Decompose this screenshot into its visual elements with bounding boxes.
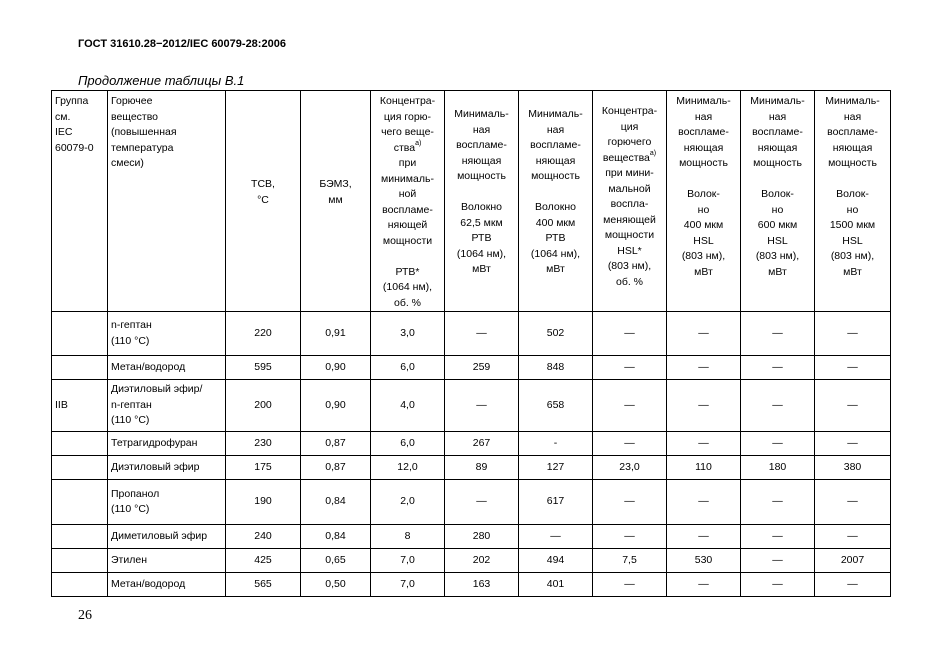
cell-min_400_rtv bbox=[519, 456, 593, 480]
cell-value: 240 bbox=[254, 529, 272, 542]
cell-value: 12,0 bbox=[397, 460, 418, 473]
cell-conc_rtv bbox=[371, 573, 445, 597]
cell-value: 89 bbox=[475, 460, 488, 473]
cell-value: — bbox=[847, 360, 858, 373]
cell-min_62 bbox=[445, 525, 519, 549]
cell-substance bbox=[108, 380, 226, 432]
cell-value: 3,0 bbox=[400, 326, 415, 339]
cell-value: — bbox=[847, 529, 858, 542]
cell-min_600_hsl bbox=[741, 549, 815, 573]
header-group: Группа см. IEC 60079-0 bbox=[52, 91, 108, 312]
cell-value: 0,87 bbox=[325, 436, 346, 449]
header-min-power-62: Минималь- ная воспламе- няющая мощность Волокно 62,5 мкм РТВ (1064 нм), мВт bbox=[445, 91, 519, 312]
table-continuation-caption: Продолжение таблицы В.1 bbox=[78, 73, 245, 88]
cell-conc_rtv bbox=[371, 432, 445, 456]
cell-min_62 bbox=[445, 432, 519, 456]
cell-conc_hsl bbox=[593, 480, 667, 525]
cell-bemz bbox=[301, 456, 371, 480]
header-conc-rtv: Концентра- ция горю- чего веще- ства$^{а)}$ при минималь- ной воспламе- няющей мощности РТВ* (1064 нм), об. % bbox=[371, 91, 445, 312]
cell-substance bbox=[108, 356, 226, 380]
cell-value: Пропанол (110 °С) bbox=[111, 487, 160, 515]
cell-value: 280 bbox=[472, 529, 491, 542]
cell-min_400_rtv bbox=[519, 432, 593, 456]
table-header-row bbox=[52, 91, 891, 312]
cell-value: 380 bbox=[843, 460, 862, 473]
cell-bemz bbox=[301, 312, 371, 356]
cell-value: — bbox=[624, 495, 635, 508]
cell-conc_hsl bbox=[593, 525, 667, 549]
cell-value: — bbox=[847, 436, 858, 449]
cell-tsv bbox=[226, 456, 301, 480]
cell-min_400_rtv bbox=[519, 380, 593, 432]
cell-min_62 bbox=[445, 456, 519, 480]
cell-value: 530 bbox=[694, 553, 713, 566]
cell-min_400_rtv bbox=[519, 549, 593, 573]
cell-value: — bbox=[624, 577, 635, 590]
header-substance: Горючее вещество (повышенная температура смеси) bbox=[108, 91, 226, 312]
cell-min_400_rtv bbox=[519, 525, 593, 549]
cell-group bbox=[52, 525, 108, 549]
cell-bemz bbox=[301, 356, 371, 380]
cell-min_1500_hsl bbox=[815, 432, 891, 456]
cell-conc_hsl bbox=[593, 456, 667, 480]
cell-tsv bbox=[226, 432, 301, 456]
cell-value: 200 bbox=[254, 398, 272, 411]
cell-min_600_hsl bbox=[741, 312, 815, 356]
cell-tsv bbox=[226, 480, 301, 525]
cell-value: — bbox=[698, 326, 709, 339]
cell-min_1500_hsl bbox=[815, 525, 891, 549]
cell-value: 658 bbox=[546, 398, 565, 411]
cell-min_1500_hsl bbox=[815, 456, 891, 480]
cell-bemz bbox=[301, 549, 371, 573]
cell-min_1500_hsl bbox=[815, 312, 891, 356]
cell-value: 7,0 bbox=[400, 553, 415, 566]
cell-min_600_hsl bbox=[741, 480, 815, 525]
cell-min_400_hsl bbox=[667, 525, 741, 549]
cell-substance bbox=[108, 573, 226, 597]
cell-value: 23,0 bbox=[619, 460, 640, 473]
cell-value: — bbox=[772, 553, 783, 566]
cell-min_62 bbox=[445, 549, 519, 573]
cell-value: 0,91 bbox=[325, 326, 346, 339]
header-min-power-600-hsl: Минималь- ная воспламе- няющая мощность Волок- но 600 мкм HSL (803 нм), мВт bbox=[741, 91, 815, 312]
cell-value: 617 bbox=[546, 495, 565, 508]
cell-value: 6,0 bbox=[400, 436, 415, 449]
cell-value: — bbox=[698, 529, 709, 542]
cell-conc_rtv bbox=[371, 480, 445, 525]
cell-value: — bbox=[624, 529, 635, 542]
data-table bbox=[51, 90, 891, 597]
header-min-power-400-hsl: Минималь- ная воспламе- няющая мощность Волок- но 400 мкм HSL (803 нм), мВт bbox=[667, 91, 741, 312]
cell-conc_hsl bbox=[593, 380, 667, 432]
cell-value: — bbox=[476, 495, 487, 508]
cell-value: 163 bbox=[472, 577, 491, 590]
cell-value: 0,84 bbox=[325, 529, 346, 542]
cell-value: 2,0 bbox=[400, 495, 415, 508]
table-row bbox=[52, 456, 891, 480]
cell-conc_hsl bbox=[593, 356, 667, 380]
cell-value: 848 bbox=[546, 360, 565, 373]
cell-value: 190 bbox=[254, 495, 272, 508]
cell-value: 110 bbox=[695, 460, 712, 473]
cell-value: n-гептан (110 °С) bbox=[111, 319, 152, 347]
header-conc-hsl: Концентра- ция горючего вещества$^{а)}$ при мини- мальной воспла- меняющей мощности HSL* (803 нм), об. % bbox=[593, 91, 667, 312]
cell-value: Этилен bbox=[111, 553, 147, 566]
cell-value: 0,90 bbox=[325, 360, 346, 373]
cell-bemz bbox=[301, 432, 371, 456]
cell-min_400_rtv bbox=[519, 356, 593, 380]
cell-value: — bbox=[550, 529, 561, 542]
cell-tsv bbox=[226, 356, 301, 380]
cell-value: 595 bbox=[254, 360, 272, 373]
cell-conc_hsl bbox=[593, 312, 667, 356]
cell-value: — bbox=[624, 436, 635, 449]
cell-value: — bbox=[772, 360, 783, 373]
cell-value: 4,0 bbox=[400, 398, 415, 411]
cell-group bbox=[52, 456, 108, 480]
cell-value: Метан/водород bbox=[111, 360, 186, 373]
cell-min_1500_hsl bbox=[815, 549, 891, 573]
cell-min_62 bbox=[445, 312, 519, 356]
cell-value: 7,5 bbox=[622, 553, 637, 566]
cell-value: — bbox=[847, 398, 858, 411]
cell-value: 2007 bbox=[840, 553, 865, 566]
cell-value: — bbox=[476, 326, 487, 339]
cell-value: — bbox=[476, 398, 487, 411]
cell-min_62 bbox=[445, 356, 519, 380]
cell-min_1500_hsl bbox=[815, 573, 891, 597]
cell-value: 127 bbox=[546, 460, 565, 473]
cell-value: — bbox=[624, 326, 635, 339]
cell-value: 0,65 bbox=[325, 553, 346, 566]
cell-value: - bbox=[553, 436, 558, 449]
cell-group bbox=[52, 549, 108, 573]
cell-value: 259 bbox=[472, 360, 491, 373]
cell-min_400_hsl bbox=[667, 480, 741, 525]
cell-min_600_hsl bbox=[741, 380, 815, 432]
cell-tsv bbox=[226, 525, 301, 549]
cell-value: — bbox=[772, 436, 783, 449]
cell-substance bbox=[108, 312, 226, 356]
cell-value: — bbox=[698, 398, 709, 411]
cell-value: — bbox=[772, 529, 783, 542]
cell-value: 425 bbox=[254, 553, 272, 566]
cell-value: — bbox=[847, 495, 858, 508]
cell-min_400_rtv bbox=[519, 312, 593, 356]
cell-conc_rtv bbox=[371, 380, 445, 432]
cell-min_62 bbox=[445, 380, 519, 432]
cell-bemz bbox=[301, 525, 371, 549]
cell-min_400_hsl bbox=[667, 456, 741, 480]
cell-group bbox=[52, 573, 108, 597]
cell-value: — bbox=[847, 577, 858, 590]
cell-tsv bbox=[226, 549, 301, 573]
cell-tsv bbox=[226, 380, 301, 432]
header-bemz: БЭМЗ, мм bbox=[301, 91, 371, 312]
cell-min_62 bbox=[445, 480, 519, 525]
cell-min_62 bbox=[445, 573, 519, 597]
header-tsv: ТСВ, °С bbox=[226, 91, 301, 312]
cell-group bbox=[52, 380, 108, 432]
cell-min_1500_hsl bbox=[815, 356, 891, 380]
cell-min_400_hsl bbox=[667, 549, 741, 573]
cell-value: 565 bbox=[254, 577, 272, 590]
cell-value: IIB bbox=[55, 398, 68, 411]
cell-min_400_hsl bbox=[667, 312, 741, 356]
cell-value: 0,90 bbox=[325, 398, 346, 411]
page-number: 26 bbox=[78, 608, 92, 623]
cell-substance bbox=[108, 480, 226, 525]
cell-value: 230 bbox=[254, 436, 272, 449]
cell-substance bbox=[108, 549, 226, 573]
cell-value: 175 bbox=[254, 460, 272, 473]
cell-value: — bbox=[698, 436, 709, 449]
header-min-power-1500-hsl: Минималь- ная воспламе- няющая мощность Волок- но 1500 мкм HSL (803 нм), мВт bbox=[815, 91, 891, 312]
cell-conc_hsl bbox=[593, 573, 667, 597]
cell-value: — bbox=[847, 326, 858, 339]
cell-value: Метан/водород bbox=[111, 577, 186, 590]
cell-value: — bbox=[624, 360, 635, 373]
cell-value: 180 bbox=[768, 460, 787, 473]
cell-value: Тетрагидрофуран bbox=[111, 436, 198, 449]
cell-value: Диэтиловый эфир/ n-гептан (110 °С) bbox=[111, 383, 203, 427]
cell-min_400_rtv bbox=[519, 573, 593, 597]
cell-value: Диэтиловый эфир bbox=[111, 460, 200, 473]
cell-value: — bbox=[624, 398, 635, 411]
cell-value: — bbox=[698, 495, 709, 508]
cell-conc_rtv bbox=[371, 356, 445, 380]
cell-min_600_hsl bbox=[741, 456, 815, 480]
table-row bbox=[52, 312, 891, 356]
cell-min_600_hsl bbox=[741, 356, 815, 380]
cell-value: 6,0 bbox=[400, 360, 415, 373]
cell-min_600_hsl bbox=[741, 573, 815, 597]
cell-value: 494 bbox=[546, 553, 565, 566]
header-min-power-400-rtv: Минималь- ная воспламе- няющая мощность Волокно 400 мкм РТВ (1064 нм), мВт bbox=[519, 91, 593, 312]
cell-value: 0,84 bbox=[325, 495, 346, 508]
cell-tsv bbox=[226, 573, 301, 597]
cell-conc_hsl bbox=[593, 432, 667, 456]
cell-value: — bbox=[698, 360, 709, 373]
cell-value: 0,50 bbox=[325, 577, 346, 590]
table-row bbox=[52, 432, 891, 456]
cell-bemz bbox=[301, 380, 371, 432]
cell-substance bbox=[108, 432, 226, 456]
cell-group bbox=[52, 312, 108, 356]
cell-min_400_rtv bbox=[519, 480, 593, 525]
cell-value: 267 bbox=[472, 436, 491, 449]
cell-value: 220 bbox=[254, 326, 272, 339]
cell-value: — bbox=[772, 326, 783, 339]
cell-value: 8 bbox=[404, 529, 411, 542]
cell-min_1500_hsl bbox=[815, 480, 891, 525]
cell-value: — bbox=[772, 577, 783, 590]
table-row bbox=[52, 480, 891, 525]
cell-value: — bbox=[698, 577, 709, 590]
cell-tsv bbox=[226, 312, 301, 356]
table-row bbox=[52, 573, 891, 597]
cell-min_400_hsl bbox=[667, 380, 741, 432]
table-row bbox=[52, 380, 891, 432]
cell-value: 7,0 bbox=[400, 577, 415, 590]
cell-value: 401 bbox=[546, 577, 565, 590]
cell-group bbox=[52, 356, 108, 380]
cell-group bbox=[52, 480, 108, 525]
cell-conc_rtv bbox=[371, 312, 445, 356]
cell-value: 202 bbox=[472, 553, 491, 566]
cell-conc_rtv bbox=[371, 456, 445, 480]
cell-value: — bbox=[772, 495, 783, 508]
cell-min_1500_hsl bbox=[815, 380, 891, 432]
cell-group bbox=[52, 432, 108, 456]
table-row bbox=[52, 356, 891, 380]
cell-value: — bbox=[772, 398, 783, 411]
cell-substance bbox=[108, 525, 226, 549]
cell-min_400_hsl bbox=[667, 573, 741, 597]
document-standard-header: ГОСТ 31610.28−2012/IEC 60079-28:2006 bbox=[78, 38, 286, 50]
cell-substance bbox=[108, 456, 226, 480]
cell-conc_rtv bbox=[371, 525, 445, 549]
cell-conc_rtv bbox=[371, 549, 445, 573]
cell-bemz bbox=[301, 480, 371, 525]
cell-conc_hsl bbox=[593, 549, 667, 573]
cell-bemz bbox=[301, 573, 371, 597]
cell-value: 0,87 bbox=[325, 460, 346, 473]
cell-value: 502 bbox=[546, 326, 565, 339]
cell-min_600_hsl bbox=[741, 432, 815, 456]
cell-min_400_hsl bbox=[667, 432, 741, 456]
cell-value: Диметиловый эфир bbox=[111, 529, 208, 542]
cell-min_400_hsl bbox=[667, 356, 741, 380]
table-row bbox=[52, 549, 891, 573]
table-row bbox=[52, 525, 891, 549]
cell-min_600_hsl bbox=[741, 525, 815, 549]
